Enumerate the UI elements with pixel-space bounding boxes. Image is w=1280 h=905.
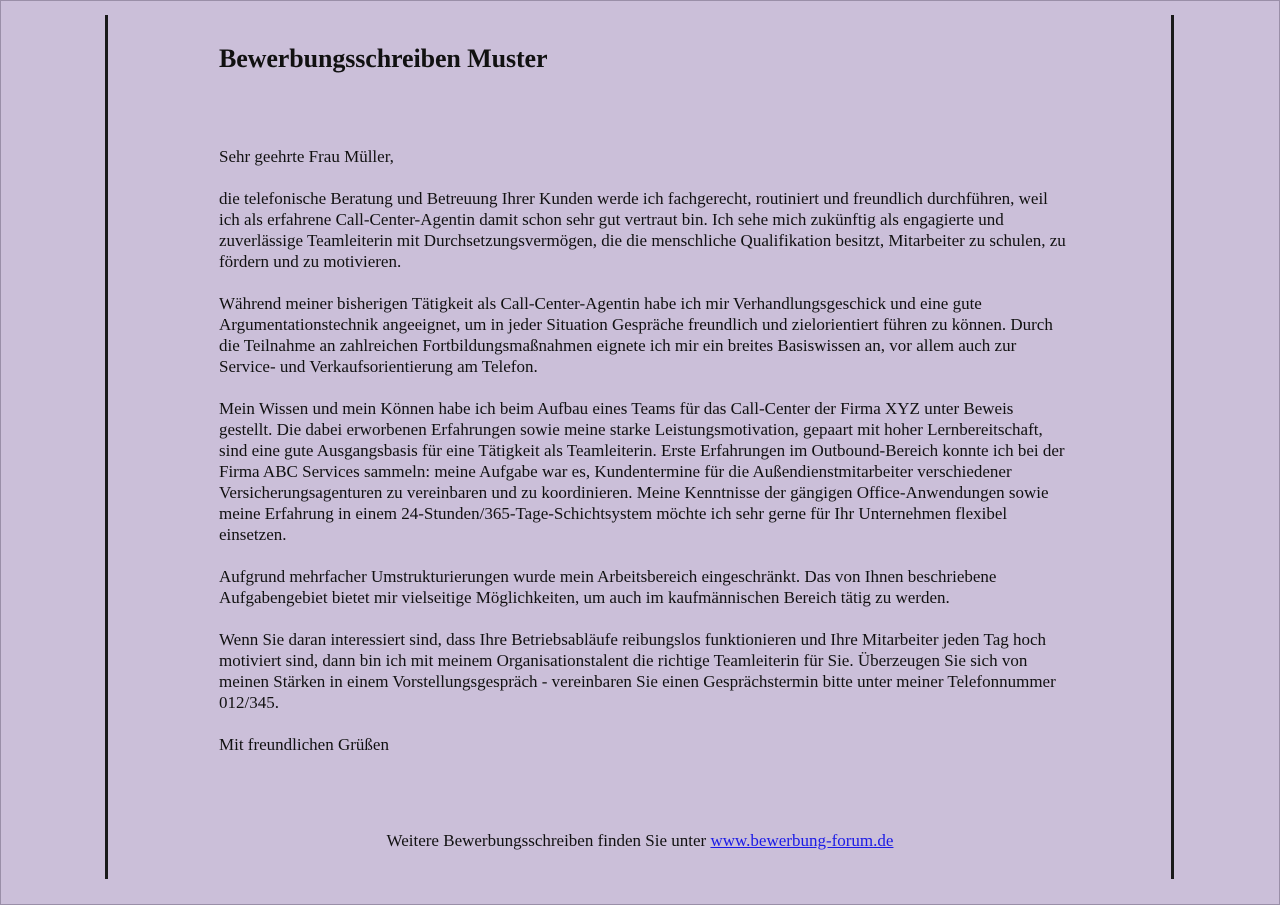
footer-text: Weitere Bewerbungsschreiben finden Sie unter — [386, 831, 707, 850]
paragraph-3: Mein Wissen und mein Können habe ich beim Aufbau eines Teams für das Call-Center der Firma XYZ unter Beweis gestellt. Die dabei erworbenen Erfahrungen sowie meine starke Leistungsmotivation, gepaart mit hoher Lernbereitschaft, sind eine gute Ausgangsbasis für eine Tätigkeit als Teamleiterin. Erste Erfahrungen im Outbound-Bereich konnte ich bei der Firma ABC Services sammeln: meine Aufgabe war es, Kundentermine für die Außendienstmitarbeiter verschiedener Versicherungsagenturen zu vereinbaren und zu koordinieren. Meine Kenntnisse der gängigen Office-Anwendungen sowie meine Erfahrung in einem 24-Stunden/365-Tage-Schichtsystem möchte ich sehr gerne für Ihr Unternehmen flexibel einsetzen. — [219, 399, 1065, 544]
letter-body — [219, 41, 1069, 755]
paragraph-5: Wenn Sie daran interessiert sind, dass Ihre Betriebsabläufe reibungslos funktionieren und Ihre Mitarbeiter jeden Tag hoch motiviert sind, dann bin ich mit meinem Organisationstalent die richtige Teamleiterin für Sie. Überzeugen Sie sich von meinen Stärken in einem Vorstellungsgespräch - vereinbaren Sie einen Gesprächstermin bitte unter meiner Telefonnummer 012/345. — [219, 630, 1056, 712]
closing: Mit freundlichen Grüßen — [219, 735, 389, 754]
paragraph-1: die telefonische Beratung und Betreuung Ihrer Kunden werde ich fachgerecht, routiniert und freundlich durchführen, weil ich als erfahrene Call-Center-Agentin damit schon sehr gut vertraut bin. Ich sehe mich zukünftig als engagierte und zuverlässige Teamleiterin mit Durchsetzungsvermögen, die die menschliche Qualifikation besitzt, Mitarbeiter zu schulen, zu fördern und zu motivieren. — [219, 189, 1066, 271]
paragraph-2: Während meiner bisherigen Tätigkeit als Call-Center-Agentin habe ich mir Verhandlungsgeschick und eine gute Argumentationstechnik angeeignet, um in jeder Situation Gespräche freundlich und zielorientiert führen zu können. Durch die Teilnahme an zahlreichen Fortbildungsmaßnahmen eignete ich mir ein breites Basiswissen an, vor allem auch zur Service- und Verkaufsorientierung am Telefon. — [219, 294, 1053, 376]
paragraph-4: Aufgrund mehrfacher Umstrukturierungen wurde mein Arbeitsbereich eingeschränkt. Das von Ihnen beschriebene Aufgabengebiet bietet mir vielseitige Möglichkeiten, um auch im kaufmännischen Bereich tätig zu werden. — [219, 567, 997, 607]
left-margin-rule — [105, 15, 108, 879]
document-title: Bewerbungsschreiben Muster — [219, 44, 548, 73]
footer-link[interactable]: www.bewerbung-forum.de — [710, 831, 894, 850]
salutation: Sehr geehrte Frau Müller, — [219, 147, 394, 166]
right-margin-rule — [1171, 15, 1174, 879]
footer — [108, 830, 1172, 851]
